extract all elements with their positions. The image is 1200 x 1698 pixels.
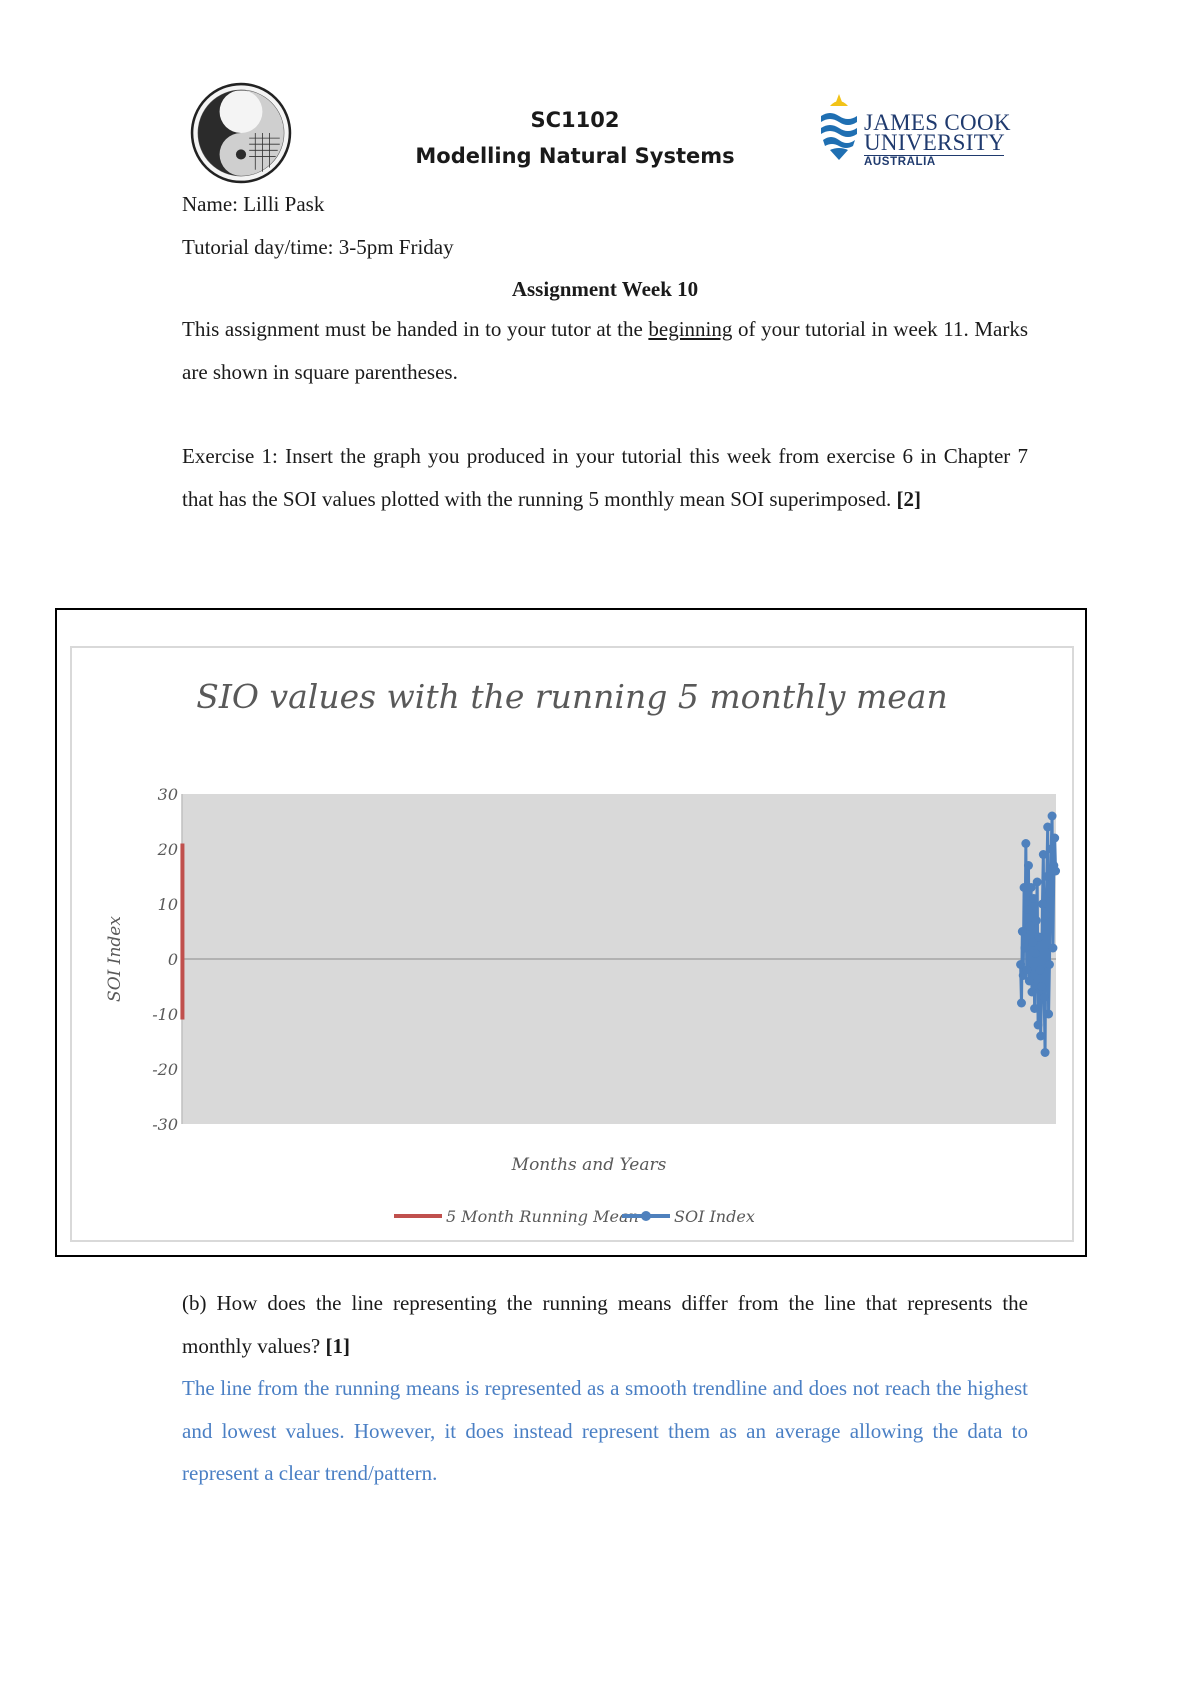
soi-data-point (1041, 911, 1050, 920)
soi-data-point (1034, 1021, 1043, 1030)
soi-data-point (1047, 845, 1056, 854)
y-tick-label: 30 (157, 785, 178, 804)
soi-data-point (1045, 960, 1054, 969)
soi-data-point (1018, 927, 1027, 936)
soi-data-point (1025, 977, 1034, 986)
assignment-intro (182, 308, 1028, 393)
soi-data-point (1048, 812, 1057, 821)
jcu-wordmark-line2: UNIVERSITY (864, 130, 1005, 155)
university-seal-logo (190, 82, 292, 184)
soi-data-point (1048, 944, 1057, 953)
chart-title: SIO values with the running 5 monthly mean (196, 677, 948, 716)
exercise-1-text: Exercise 1: Insert the graph you produced in your tutorial this week from exercise 6 in Chapter 7 that has the SOI values plotted with the running 5 monthly mean SOI superimposed. (182, 444, 1028, 511)
soi-data-point (1030, 1004, 1039, 1013)
soi-data-point (1043, 823, 1052, 832)
jcu-wordmark-line3: AUSTRALIA (864, 156, 936, 168)
soi-data-point (1034, 933, 1043, 942)
tutorial-time: Tutorial day/time: 3-5pm Friday (182, 235, 454, 259)
student-name: Name: Lilli Pask (182, 192, 325, 216)
assignment-title: Assignment Week 10 (511, 277, 699, 301)
question-b-text: (b) How does the line representing the running means differ from the line that represents the monthly values? (182, 1291, 1028, 1358)
soi-data-point (1037, 982, 1046, 991)
legend-label: 5 Month Running Mean (446, 1207, 639, 1226)
y-tick-label: 20 (157, 840, 178, 859)
y-tick-label: -20 (152, 1060, 178, 1079)
soi-data-point (1039, 850, 1048, 859)
exercise-1 (182, 435, 1028, 520)
intro-text-end: of your tutorial in week 11. Marks are shown in square parentheses. (182, 317, 1028, 384)
chart-legend (394, 1207, 755, 1226)
soi-data-point (1027, 988, 1036, 997)
soi-data-point (1044, 1010, 1053, 1019)
legend-marker (641, 1211, 651, 1221)
intro-text-start: This assignment must be handed in to your tutor at the (182, 317, 649, 341)
y-tick-label: 10 (157, 895, 178, 914)
soi-data-point (1040, 993, 1049, 1002)
soi-data-point (1036, 1032, 1045, 1041)
soi-data-point (1020, 944, 1029, 953)
course-code: SC1102 (530, 108, 620, 132)
soi-data-point (1017, 999, 1026, 1008)
soi-data-point (1031, 949, 1040, 958)
soi-chart (72, 648, 1072, 1240)
y-axis-label: SOI Index (105, 916, 125, 1002)
soi-data-point (1023, 905, 1032, 914)
soi-data-point (1021, 839, 1030, 848)
soi-data-point (1041, 1048, 1050, 1057)
exercise-1-marks: [2] (896, 486, 921, 511)
chart-area (70, 646, 1074, 1242)
question-b (182, 1282, 1028, 1367)
course-name: Modelling Natural Systems (415, 144, 735, 168)
soi-data-point (1033, 878, 1042, 887)
answer-b: The line from the running means is represented as a smooth trendline and does not reach the highest and lowest values. However, it does instead represent them as an average allowing the data to represent a clear trend/pattern. (182, 1376, 1028, 1485)
soi-data-point (1038, 900, 1047, 909)
intro-underlined: beginning (648, 317, 733, 341)
soi-data-point (1046, 889, 1055, 898)
x-axis-label: Months and Years (511, 1155, 667, 1175)
soi-data-point (1051, 867, 1060, 876)
legend-label: SOI Index (674, 1207, 755, 1226)
question-b-marks: [1] (325, 1333, 350, 1358)
soi-data-point (1035, 966, 1044, 975)
y-tick-label: -30 (152, 1115, 178, 1134)
jcu-logo (818, 90, 1011, 170)
jcu-crest-icon (818, 92, 860, 162)
jcu-wordmark-line1: JAMES COOK (864, 110, 1011, 135)
y-tick-label: -10 (152, 1005, 178, 1024)
soi-data-point (1022, 966, 1031, 975)
soi-data-point (1029, 894, 1038, 903)
soi-data-point (1042, 872, 1051, 881)
soi-data-point (1024, 861, 1033, 870)
soi-data-point (1050, 834, 1059, 843)
y-tick-label: 0 (167, 950, 178, 969)
soi-data-point (1032, 916, 1041, 925)
